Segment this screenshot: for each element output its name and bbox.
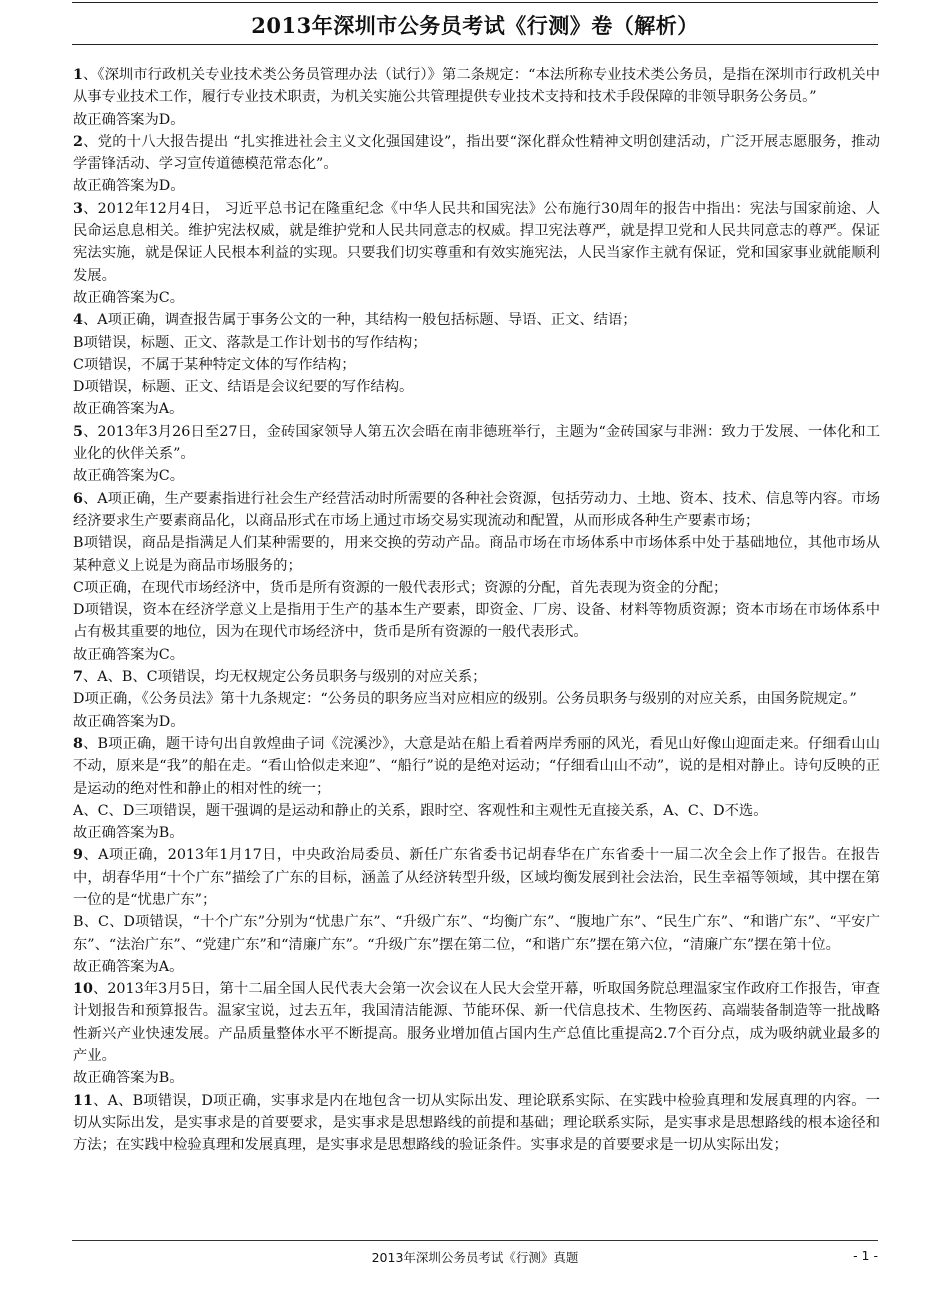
paragraph (73, 398, 880, 420)
paragraph-text: 故正确答案为C。 (73, 468, 185, 485)
document-title: 2013年深圳市公务员考试《行测》卷（解析） (251, 13, 699, 38)
paragraph (73, 978, 880, 1067)
paragraph-text: 、2012年12月4日， 习近平总书记在隆重纪念《中华人民共和国宪法》公布施行30周年的报告中指出：宪法与国家前途、人民命运息息相关。维护宪法权威，就是维护党和人民共同意志的权威。捍卫宪法尊严，就是捍卫党和人民共同意志的尊严。保证宪法实施，就是保证人民根本利益的实现。只要我们切实尊重和有效实施宪法，人民当家作主就有保证，党和国家事业就能顺利发展。 (73, 200, 880, 284)
paragraph (73, 64, 880, 109)
paragraph-text: D项错误，资本在经济学意义上是指用于生产的基本生产要素，即资金、厂房、设备、材料等物质资源；资本市场在市场体系中占有极其重要的地位，因为在现代市场经济中，货币是所有资源的一般代表形式。 (73, 602, 880, 641)
paragraph-text: 、A、B项错误，D项正确，实事求是内在地包含一切从实际出发、理论联系实际、在实践中检验真理和发展真理的内容。一切从实际出发，是实事求是的首要要求，是实事求是思想路线的前提和基础；理论联系实际，是实事求是思想路线的根本途径和方法；在实践中检验真理和发展真理，是实事求是思想路线的验证条件。实事求是的首要要求是一切从实际出发； (73, 1092, 880, 1154)
paragraph-text: 、《深圳市行政机关专业技术类公务员管理办法（试行）》第二条规定：“本法所称专业技术类公务员，是指在深圳市行政机关中从事专业技术工作，履行专业技术职责，为机关实施公共管理提供专业技术支持和技术手段保障的非领导职务公务员。” (73, 67, 880, 106)
paragraph (73, 175, 880, 197)
question-number: 4 (73, 312, 83, 329)
paragraph-text: C项错误，不属于某种特定文体的写作结构； (73, 356, 356, 373)
paragraph-text: D项错误，标题、正文、结语是会议纪要的写作结构。 (73, 379, 414, 396)
paragraph (73, 287, 880, 309)
paragraph (73, 577, 880, 599)
paragraph-text: 故正确答案为C。 (73, 646, 185, 663)
paragraph-text: 、A项正确，2013年1月17日，中央政治局委员、新任广东省委书记胡春华在广东省委十一届二次全会上作了报告。在报告中，胡春华用“十个广东”描绘了广东的目标，涵盖了从经济转型升级，区域均衡发展到社会法治，民生幸福等领域，其中摆在第一位的是“忧患广东”； (73, 847, 880, 908)
paragraph-text: 、A、B、C项错误，均无权规定公务员职务与级别的对应关系； (82, 669, 487, 686)
paragraph (73, 911, 880, 956)
question-number: 7 (73, 669, 83, 686)
paragraph-text: B项错误，商品是指满足人们某种需要的，用来交换的劳动产品。商品市场在市场体系中市场体系中处于基础地位，其他市场从某种意义上说是为商品市场服务的； (73, 535, 880, 574)
paragraph (73, 688, 880, 710)
question-number: 1 (73, 67, 83, 83)
paragraph-text: 故正确答案为C。 (73, 289, 185, 306)
paragraph (73, 309, 880, 331)
question-number: 6 (73, 490, 83, 507)
paragraph-text: C项正确，在现代市场经济中，货币是所有资源的一般代表形式；资源的分配，首先表现为资金的分配； (73, 579, 728, 596)
paragraph (73, 1067, 880, 1089)
paragraph-text: 故正确答案为B。 (73, 825, 184, 842)
question-number: 3 (73, 200, 83, 217)
paragraph-text: B项错误，标题、正文、落款是工作计划书的写作结构； (73, 334, 427, 351)
paragraph (73, 376, 880, 398)
question-number: 8 (73, 735, 83, 752)
paragraph (73, 822, 880, 844)
paragraph (73, 131, 880, 176)
paragraph (73, 465, 880, 487)
footer-rule (72, 1240, 878, 1241)
paragraph (73, 599, 880, 644)
question-number: 9 (73, 847, 83, 864)
document-body (73, 64, 880, 1157)
question-number: 5 (73, 423, 83, 440)
paragraph-text: 、A项正确，调查报告属于事务公文的一种，其结构一般包括标题、导语、正文、结语； (82, 312, 637, 329)
footer-title: 2013年深圳公务员考试《行测》真题 (371, 1250, 579, 1265)
paragraph-text: D项正确，《公务员法》第十九条规定：“公务员的职务应当对应相应的级别。公务员职务与级别的对应关系，由国务院规定。” (73, 691, 857, 708)
paragraph-text: 、A项正确，生产要素指进行社会生产经营活动时所需要的各种社会资源，包括劳动力、土地、资本、技术、信息等内容。市场经济要求生产要素商品化，以商品形式在市场上通过市场交易实现流动和配置，从而形成各种生产要素市场； (73, 490, 880, 529)
paragraph (73, 956, 880, 978)
paragraph-text: 故正确答案为B。 (73, 1070, 184, 1087)
paragraph (73, 354, 880, 376)
paragraph-text: 、党的十八大报告提出 “扎实推进社会主义文化强国建设”，指出要“深化群众性精神文明创建活动，广泛开展志愿服务，推动学雷锋活动、学习宣传道德模范常态化”。 (73, 133, 880, 173)
paragraph (73, 844, 880, 911)
paragraph-text: 故正确答案为A。 (73, 958, 184, 975)
paragraph-text: A、C、D三项错误，题干强调的是运动和静止的关系，跟时空、客观性和主观性无直接关系，A、C、D不选。 (73, 802, 768, 819)
paragraph (73, 666, 880, 688)
paragraph-text: B、C、D项错误，“十个广东”分别为“忧患广东”、“升级广东”、“均衡广东”、“腹地广东”、“民生广东”、“和谐广东”、“平安广东”、“法治广东”、“党建广东”和“清廉广东”。“升级广东”摆在第二位，“和谐广东”摆在第六位，“清廉广东”摆在第十位。 (73, 914, 880, 953)
paragraph (73, 1090, 880, 1157)
paragraph-text: 、2013年3月26日至27日，金砖国家领导人第五次会晤在南非德班举行，主题为“金砖国家与非洲：致力于发展、一体化和工业化的伙伴关系”。 (73, 423, 880, 463)
page-footer (72, 1248, 878, 1266)
paragraph-text: 故正确答案为A。 (73, 401, 184, 418)
paragraph-text: 故正确答案为D。 (73, 178, 185, 195)
paragraph (73, 644, 880, 666)
paragraph (73, 198, 880, 287)
paragraph-text: 、B项正确，题干诗句出自敦煌曲子词《浣溪沙》，大意是站在船上看着两岸秀丽的风光，看见山好像山迎面走来。仔细看山山不动，原来是“我”的船在走。“看山恰似走来迎”、“船行”说的是绝对运动；“仔细看山山不动”，说的是相对静止。诗句反映的正是运动的绝对性和静止的相对性的统一； (73, 735, 880, 797)
paragraph (73, 733, 880, 800)
paragraph (73, 711, 880, 733)
paragraph (73, 421, 880, 466)
question-number: 2 (73, 133, 83, 150)
paragraph-text: 、2013年3月5日，第十二届全国人民代表大会第一次会议在人民大会堂开幕，听取国务院总理温家宝作政府工作报告，审查计划报告和预算报告。温家宝说，过去五年，我国清洁能源、节能环保、新一代信息技术、生物医药、高端装备制造等一批战略性新兴产业快速发展。产品质量整体水平不断提高。服务业增加值占国内生产总值比重提高2.7个百分点，成为吸纳就业最多的产业。 (73, 981, 880, 1065)
paragraph-text: 故正确答案为D。 (73, 111, 185, 128)
title-rule (72, 44, 878, 45)
paragraph (73, 332, 880, 354)
top-rule (72, 2, 878, 3)
paragraph (73, 532, 880, 577)
paragraph (73, 109, 880, 131)
paragraph (73, 488, 880, 533)
question-number: 10 (73, 981, 93, 998)
paragraph-text: 故正确答案为D。 (73, 713, 185, 730)
page-number: - 1 - (853, 1248, 878, 1263)
paragraph (73, 800, 880, 822)
question-number: 11 (73, 1092, 93, 1109)
